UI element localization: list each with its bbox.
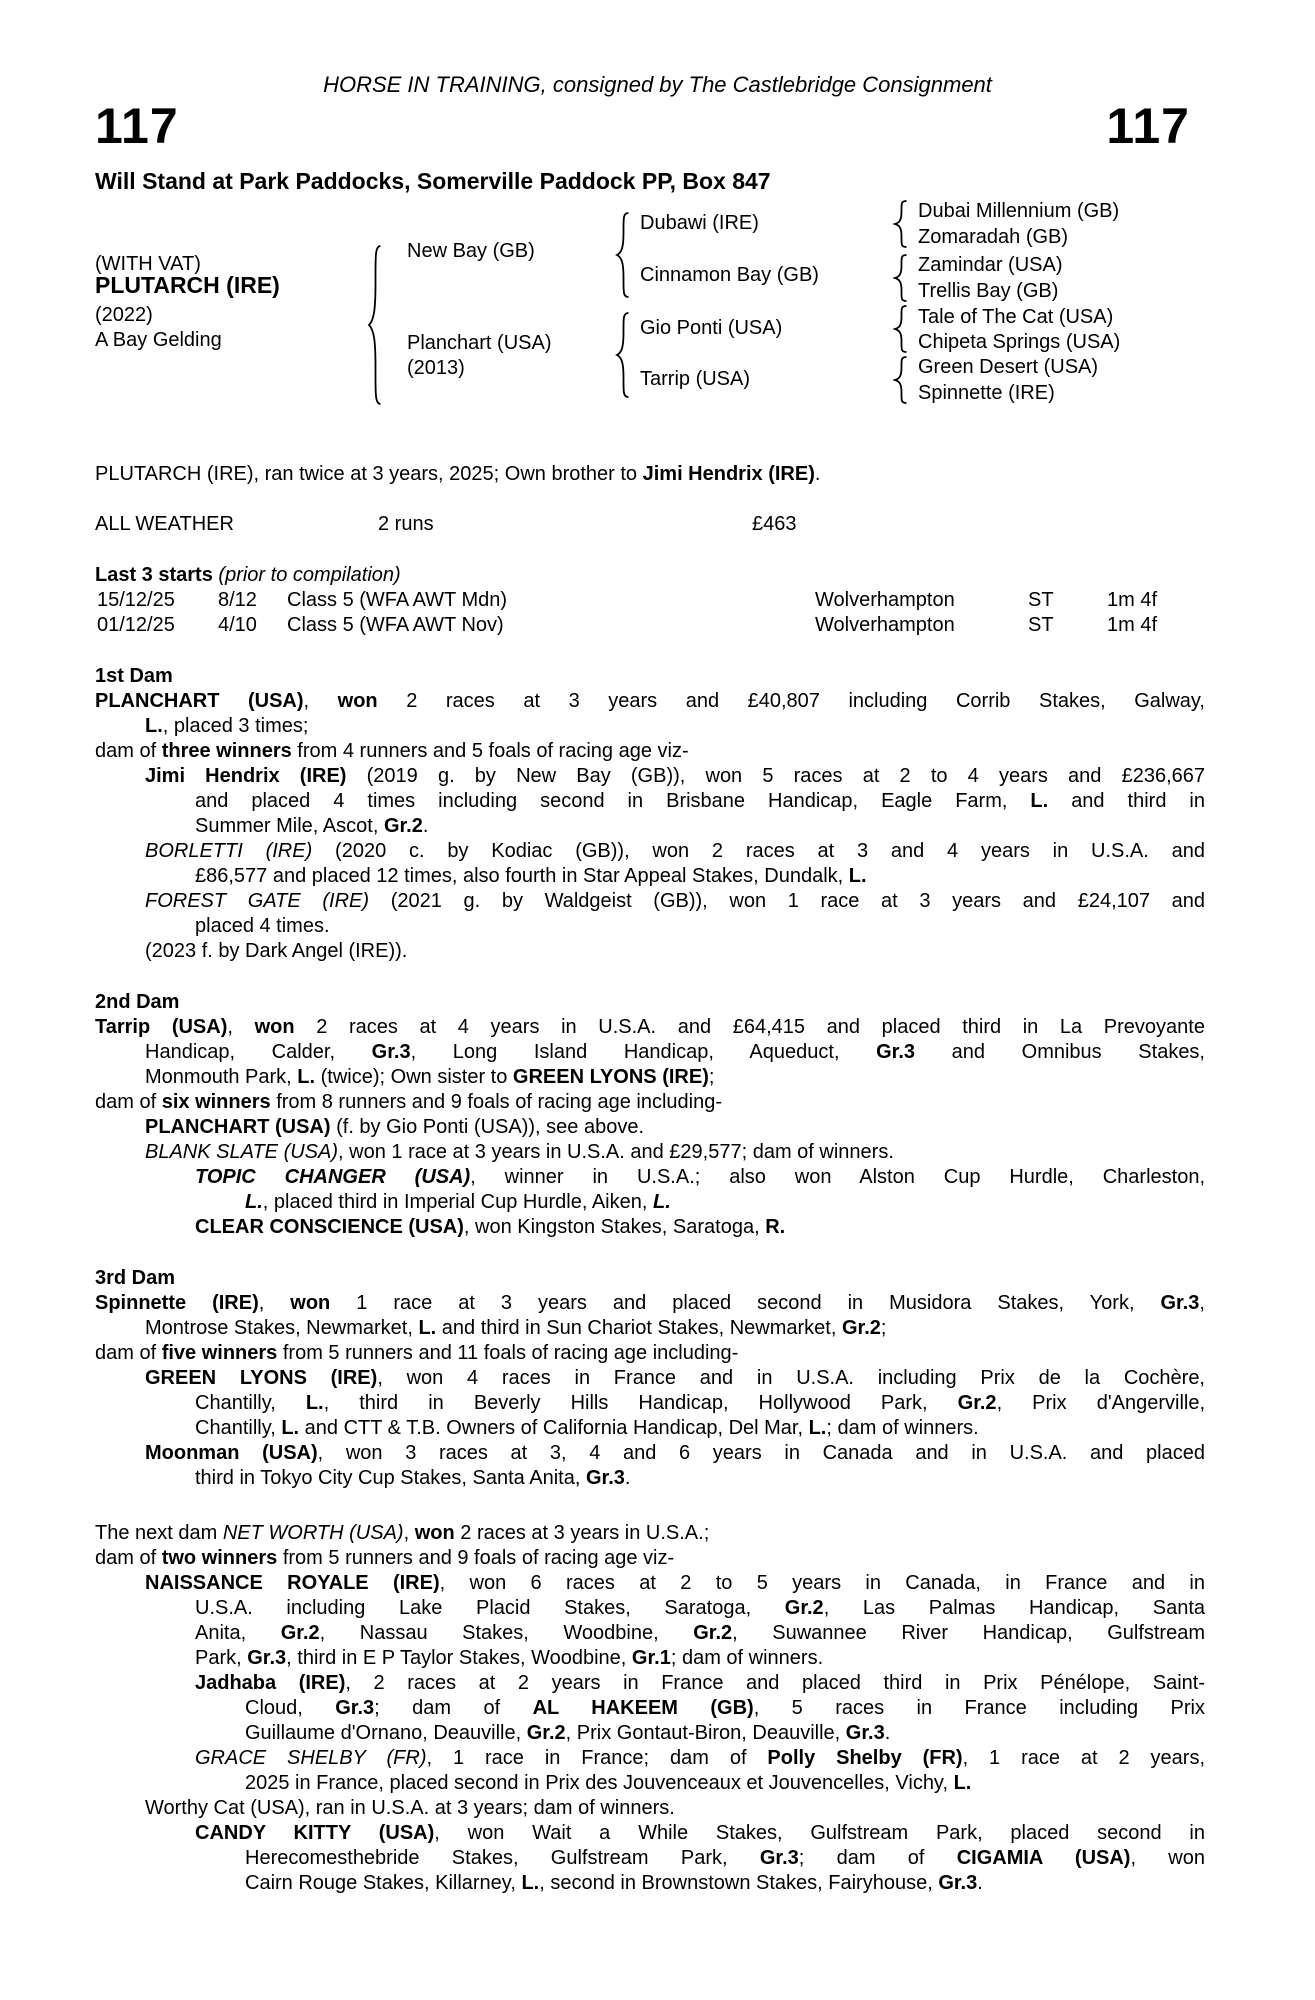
text-line — [95, 1341, 1205, 1366]
grandparent-name: Dubawi (IRE) — [640, 212, 759, 234]
grandparent-name: Gio Ponti (USA) — [640, 317, 783, 339]
dam-name: Planchart (USA) — [407, 332, 552, 354]
course-name: Wolverhampton — [815, 614, 955, 636]
pedigree-vat-note: (WITH VAT) — [95, 253, 201, 275]
text-run: , won Kingston Stakes, Saratoga, — [463, 1216, 766, 1238]
text-run: won — [337, 690, 378, 712]
text-run: Monmouth Park, — [145, 1066, 298, 1088]
text-run: five winners — [161, 1342, 278, 1364]
text-line — [95, 864, 1205, 889]
text-line — [95, 939, 1205, 964]
catalogue-paragraph — [95, 764, 1205, 839]
text-run: Gr.3 — [247, 1647, 287, 1669]
catalogue-paragraph — [95, 1115, 1205, 1140]
race-summary — [95, 462, 1205, 487]
text-run: Worthy Cat (USA), ran in U.S.A. at 3 years; dam of winners. — [145, 1797, 675, 1819]
page-title: HORSE IN TRAINING, consigned by The Castlebridge Consignment — [323, 72, 992, 97]
start-date: 01/12/25 — [97, 614, 175, 636]
catalogue-paragraph — [95, 739, 1205, 764]
text-line — [95, 1165, 1205, 1190]
grandparent-name: Cinnamon Bay (GB) — [640, 264, 819, 286]
text-run: (f. by Gio Ponti (USA)), see above. — [330, 1116, 645, 1138]
text-run: AL HAKEEM (GB) — [532, 1697, 754, 1719]
text-run: won — [290, 1292, 331, 1314]
text-run: , Suwannee River Handicap, Gulfstream — [732, 1622, 1205, 1644]
text-line — [95, 1546, 1205, 1571]
text-line — [95, 1746, 1205, 1771]
text-run: , — [258, 1292, 291, 1314]
dam-foaling-year: (2013) — [407, 357, 465, 379]
text-run: , 1 race in France; dam of — [426, 1747, 768, 1769]
text-run: three winners — [161, 740, 292, 762]
pedigree-brace-icon — [615, 212, 631, 298]
text-run: L. — [953, 1772, 972, 1794]
text-run: Gr.2 — [280, 1622, 320, 1644]
racing-record-row — [95, 512, 1205, 537]
record-surface: ALL WEATHER — [95, 513, 234, 535]
text-run: won — [254, 1016, 295, 1038]
catalogue-paragraph — [95, 1441, 1205, 1491]
text-run: ; — [880, 1317, 887, 1339]
text-run: L. — [1030, 790, 1049, 812]
race-row — [95, 613, 1205, 638]
lot-number-right: 117 — [1106, 98, 1190, 154]
text-run: Gr.2 — [784, 1597, 824, 1619]
text-run: Gr.2 — [957, 1392, 997, 1414]
text-run: U.S.A. including Lake Placid Stakes, Saratoga, — [195, 1597, 785, 1619]
text-line — [95, 789, 1205, 814]
text-line — [95, 1571, 1205, 1596]
text-run: Gr.2 — [526, 1722, 566, 1744]
text-line — [95, 1441, 1205, 1466]
catalogue-paragraph — [95, 1215, 1205, 1240]
great-grandparent-name: Chipeta Springs (USA) — [918, 331, 1121, 353]
text-run: L. — [418, 1317, 437, 1339]
catalogue-paragraph — [95, 1821, 1205, 1896]
text-run: , won Wait a While Stakes, Gulfstream Park, placed second in — [434, 1822, 1205, 1844]
text-run: Spinnette (IRE) — [95, 1292, 259, 1314]
text-run: CANDY KITTY (USA) — [195, 1822, 435, 1844]
text-line — [95, 689, 1205, 714]
text-line — [95, 739, 1205, 764]
catalogue-text — [95, 462, 1205, 1896]
text-line — [95, 1621, 1205, 1646]
text-run: from 5 runners and 9 foals of racing age viz- — [277, 1547, 675, 1569]
catalogue-paragraph — [95, 1291, 1205, 1341]
text-run: Gr.3 — [1160, 1292, 1200, 1314]
text-run: , 2 races at 2 years in France and placed third in Prix Pénélope, Saint- — [345, 1672, 1205, 1694]
text-line — [95, 1391, 1205, 1416]
text-run: and CTT & T.B. Owners of California Handicap, Del Mar, — [299, 1417, 809, 1439]
catalogue-paragraph — [95, 1571, 1205, 1671]
text-run: Chantilly, — [195, 1417, 282, 1439]
text-run: 2 races at 3 years in U.S.A.; — [454, 1522, 710, 1544]
text-run: placed 4 times. — [195, 915, 330, 937]
text-run: dam of — [95, 1091, 162, 1113]
catalogue-paragraph — [95, 939, 1205, 964]
dam-section-heading: 2nd Dam — [95, 991, 180, 1013]
text-line — [95, 1115, 1205, 1140]
text-run: won — [414, 1522, 455, 1544]
catalogue-paragraph — [95, 1341, 1205, 1366]
text-run: . — [977, 1872, 983, 1894]
text-run: CIGAMIA (USA) — [956, 1847, 1131, 1869]
text-run: (2020 c. by Kodiac (GB)), won 2 races at 3 and 4 years in U.S.A. and — [312, 840, 1205, 862]
text-run: CLEAR CONSCIENCE (USA) — [195, 1216, 464, 1238]
text-line — [95, 814, 1205, 839]
catalogue-paragraph — [95, 1165, 1205, 1215]
text-run: . — [624, 1467, 631, 1489]
text-line — [95, 1671, 1205, 1696]
text-run: Gr.1 — [631, 1647, 671, 1669]
race-class: Class 5 (WFA AWT Nov) — [287, 614, 504, 636]
record-earnings: £463 — [752, 513, 797, 535]
text-run: PLANCHART (USA) — [145, 1116, 331, 1138]
text-run: Herecomesthebride Stakes, Gulfstream Park, — [245, 1847, 760, 1869]
stand-location: Will Stand at Park Paddocks, Somerville Paddock PP, Box 847 — [95, 168, 771, 194]
text-run: TOPIC CHANGER (USA) — [195, 1166, 471, 1188]
text-run: , winner in U.S.A.; also won Alston Cup Hurdle, Charleston, — [470, 1166, 1205, 1188]
text-run: 1 race at 3 years and placed second in Musidora Stakes, York, — [330, 1292, 1161, 1314]
text-run: L. — [297, 1066, 316, 1088]
text-run: Moonman (USA) — [145, 1442, 318, 1464]
text-line — [95, 1190, 1205, 1215]
text-run: from 4 runners and 5 foals of racing age viz- — [291, 740, 689, 762]
catalogue-paragraph — [95, 1090, 1205, 1115]
text-line — [95, 1821, 1205, 1846]
text-run: Gr.3 — [371, 1041, 411, 1063]
text-run: ; dam of winners. — [826, 1417, 979, 1439]
start-date: 15/12/25 — [97, 589, 175, 611]
race-distance: 1m 4f — [1107, 614, 1158, 636]
text-line — [95, 1015, 1205, 1040]
last-starts-heading — [95, 563, 1205, 588]
text-line — [95, 714, 1205, 739]
text-run: Gr.3 — [759, 1847, 799, 1869]
text-run: , Nassau Stakes, Woodbine, — [319, 1622, 694, 1644]
great-grandparent-name: Zamindar (USA) — [918, 254, 1063, 276]
grandparent-name: Tarrip (USA) — [640, 368, 751, 390]
text-run: PLUTARCH (IRE), ran twice at 3 years, 2025; Own brother to — [95, 463, 643, 485]
text-run: , third in Beverly Hills Handicap, Hollywood Park, — [323, 1392, 958, 1414]
text-run: dam of — [95, 740, 162, 762]
catalogue-paragraph — [95, 689, 1205, 739]
catalogue-paragraph — [95, 1015, 1205, 1090]
text-run: Cairn Rouge Stakes, Killarney, — [245, 1872, 522, 1894]
text-line — [95, 1090, 1205, 1115]
finish-position: 4/10 — [218, 614, 257, 636]
pedigree-brace-icon — [367, 245, 383, 405]
text-run: Summer Mile, Ascot, — [195, 815, 384, 837]
text-run: Gr.3 — [335, 1697, 375, 1719]
text-run: , placed 3 times; — [162, 715, 309, 737]
text-run: BLANK SLATE (USA) — [145, 1141, 339, 1163]
sire-name: New Bay (GB) — [407, 240, 535, 262]
text-line — [95, 1065, 1205, 1090]
text-run: (2021 g. by Waldgeist (GB)), won 1 race at 3 years and £24,107 and — [369, 890, 1206, 912]
text-run: GREEN LYONS (IRE) — [145, 1367, 378, 1389]
text-run: Montrose Stakes, Newmarket, — [145, 1317, 419, 1339]
text-run: £86,577 and placed 12 times, also fourth in Star Appeal Stakes, Dundalk, — [195, 865, 849, 887]
text-run: , — [403, 1522, 415, 1544]
text-run: and third in Sun Chariot Stakes, Newmarket, — [436, 1317, 842, 1339]
great-grandparent-name: Green Desert (USA) — [918, 356, 1099, 378]
text-run: , Las Palmas Handicap, Santa — [823, 1597, 1205, 1619]
race-row — [95, 588, 1205, 613]
text-line — [95, 914, 1205, 939]
text-run: L. — [245, 1191, 263, 1213]
text-run: , — [303, 690, 338, 712]
text-run: , won 4 races in France and in U.S.A. including Prix de la Cochère, — [377, 1367, 1205, 1389]
text-run: NET WORTH (USA) — [222, 1522, 404, 1544]
text-line — [95, 889, 1205, 914]
text-run: dam of — [95, 1342, 162, 1364]
text-run: Chantilly, — [195, 1392, 306, 1414]
great-grandparent-name: Trellis Bay (GB) — [918, 280, 1059, 302]
text-run: , third in E P Taylor Stakes, Woodbine, — [286, 1647, 632, 1669]
text-run: Cloud, — [245, 1697, 336, 1719]
text-run: BORLETTI (IRE) — [145, 840, 313, 862]
text-line — [95, 1040, 1205, 1065]
text-run: Jadhaba (IRE) — [195, 1672, 346, 1694]
text-run: , Prix Gontaut-Biron, Deauville, — [565, 1722, 846, 1744]
great-grandparent-name: Dubai Millennium (GB) — [918, 200, 1120, 222]
text-run: R. — [765, 1216, 786, 1238]
catalogue-paragraph — [95, 839, 1205, 889]
text-run: ; dam of — [798, 1847, 957, 1869]
text-run: from 8 runners and 9 foals of racing age including- — [270, 1091, 723, 1113]
text-run: 2025 in France, placed second in Prix des Jouvenceaux et Jouvencelles, Vichy, — [245, 1772, 954, 1794]
text-line — [95, 1796, 1205, 1821]
text-run: (twice); Own sister to — [315, 1066, 513, 1088]
text-run: FOREST GATE (IRE) — [145, 890, 370, 912]
foaling-year: (2022) — [95, 304, 153, 326]
text-run: 2 races at 4 years in U.S.A. and £64,415 and placed third in La Prevoyante — [294, 1016, 1205, 1038]
text-run: L. — [521, 1872, 540, 1894]
last-starts-title: Last 3 starts — [95, 564, 213, 586]
text-run: Gr.2 — [693, 1622, 733, 1644]
text-run: Jimi Hendrix (IRE) — [642, 463, 815, 485]
catalogue-paragraph — [95, 1796, 1205, 1821]
text-line — [95, 1466, 1205, 1491]
race-distance: 1m 4f — [1107, 589, 1158, 611]
text-run: Tarrip (USA) — [95, 1016, 228, 1038]
text-run: Park, — [195, 1647, 248, 1669]
text-run: . — [422, 815, 429, 837]
text-run: and placed 4 times including second in Brisbane Handicap, Eagle Farm, — [195, 790, 1031, 812]
text-run: Polly Shelby (FR) — [767, 1747, 963, 1769]
text-line — [95, 1140, 1205, 1165]
catalogue-paragraph — [95, 1746, 1205, 1796]
catalogue-paragraph — [95, 1366, 1205, 1441]
text-run: L. — [281, 1417, 300, 1439]
text-run: GRACE SHELBY (FR) — [195, 1747, 427, 1769]
text-line — [95, 1771, 1205, 1796]
text-run: , 5 races in France including Prix — [753, 1697, 1206, 1719]
text-run: Gr.3 — [876, 1041, 916, 1063]
pedigree-brace-icon — [615, 312, 631, 398]
text-line — [95, 1366, 1205, 1391]
text-run: PLANCHART (USA) — [95, 690, 304, 712]
text-run: six winners — [161, 1091, 271, 1113]
horse-name: PLUTARCH (IRE) — [95, 272, 280, 298]
going-code: ST — [1028, 589, 1054, 611]
text-run: (2023 f. by Dark Angel (IRE)). — [145, 940, 408, 962]
text-line — [95, 1596, 1205, 1621]
text-run: Handicap, Calder, — [145, 1041, 372, 1063]
text-run: , second in Brownstown Stakes, Fairyhouse, — [539, 1872, 939, 1894]
horse-description: A Bay Gelding — [95, 329, 222, 351]
pedigree-brace-icon — [893, 200, 909, 248]
text-line — [95, 1721, 1205, 1746]
great-grandparent-name: Tale of The Cat (USA) — [918, 306, 1114, 328]
text-line — [95, 1416, 1205, 1441]
text-line — [95, 1316, 1205, 1341]
text-run: , Long Island Handicap, Aqueduct, — [410, 1041, 877, 1063]
text-run: Gr.2 — [841, 1317, 881, 1339]
text-run: (2019 g. by New Bay (GB)), won 5 races at 2 to 4 years and £236,667 — [346, 765, 1205, 787]
going-code: ST — [1028, 614, 1054, 636]
text-run: Gr.3 — [938, 1872, 978, 1894]
text-run: ; — [708, 1066, 715, 1088]
text-run: and third in — [1048, 790, 1206, 812]
text-line — [95, 839, 1205, 864]
text-line — [95, 1521, 1205, 1546]
text-line — [95, 1646, 1205, 1671]
text-line — [95, 1215, 1205, 1240]
text-run: L. — [145, 715, 163, 737]
pedigree-brace-icon — [893, 356, 909, 404]
catalogue-paragraph — [95, 889, 1205, 939]
text-run: , — [227, 1016, 255, 1038]
text-line — [95, 764, 1205, 789]
text-run: , Prix d'Angerville, — [996, 1392, 1206, 1414]
text-run: . — [814, 463, 821, 485]
text-run: ; dam of — [374, 1697, 533, 1719]
text-run: NAISSANCE ROYALE (IRE) — [145, 1572, 440, 1594]
text-run: , placed third in Imperial Cup Hurdle, Aiken, — [262, 1191, 653, 1213]
text-run: , won 6 races at 2 to 5 years in Canada, in France and in — [439, 1572, 1205, 1594]
text-run: Jimi Hendrix (IRE) — [145, 765, 347, 787]
text-run: dam of — [95, 1547, 162, 1569]
catalogue-paragraph — [95, 1521, 1205, 1546]
text-run: Gr.3 — [585, 1467, 625, 1489]
text-line — [95, 1696, 1205, 1721]
text-run: 2 races at 3 years and £40,807 including Corrib Stakes, Galway, — [377, 690, 1205, 712]
text-run: Gr.2 — [383, 815, 423, 837]
catalogue-paragraph — [95, 1140, 1205, 1165]
pedigree-brace-icon — [893, 305, 909, 353]
text-run: GREEN LYONS (IRE) — [512, 1066, 709, 1088]
last-starts-table — [95, 588, 1205, 638]
text-line — [95, 1846, 1205, 1871]
text-run: , won 1 race at 3 years in U.S.A. and £29,577; dam of winners. — [338, 1141, 894, 1163]
last-starts-note: (prior to compilation) — [218, 564, 401, 586]
finish-position: 8/12 — [218, 589, 257, 611]
race-class: Class 5 (WFA AWT Mdn) — [287, 589, 508, 611]
text-run: ; dam of winners. — [670, 1647, 824, 1669]
text-run: Guillaume d'Ornano, Deauville, — [245, 1722, 527, 1744]
lot-number-left: 117 — [95, 98, 179, 154]
text-run: Anita, — [195, 1622, 281, 1644]
text-run: and Omnibus Stakes, — [915, 1041, 1205, 1063]
dam-section-heading: 1st Dam — [95, 665, 173, 687]
text-run: two winners — [161, 1547, 278, 1569]
catalogue-paragraph — [95, 1546, 1205, 1571]
text-run: from 5 runners and 11 foals of racing age including- — [277, 1342, 739, 1364]
dam-sections — [95, 664, 1205, 1896]
text-run: L. — [808, 1417, 827, 1439]
text-run: The next dam — [95, 1522, 223, 1544]
pedigree-tree — [95, 195, 1255, 423]
text-run: , — [1199, 1292, 1205, 1314]
record-runs: 2 runs — [378, 513, 434, 535]
text-run: L. — [305, 1392, 324, 1414]
catalogue-paragraph — [95, 1671, 1205, 1746]
text-run: L. — [652, 1191, 671, 1213]
dam-section-heading: 3rd Dam — [95, 1267, 176, 1289]
text-line — [95, 1291, 1205, 1316]
great-grandparent-name: Zomaradah (GB) — [918, 226, 1069, 248]
text-run: third in Tokyo City Cup Stakes, Santa Anita, — [195, 1467, 586, 1489]
great-grandparent-name: Spinnette (IRE) — [918, 382, 1055, 404]
text-run: . — [884, 1722, 891, 1744]
text-line — [95, 1871, 1205, 1896]
course-name: Wolverhampton — [815, 589, 955, 611]
text-run: , 1 race at 2 years, — [962, 1747, 1206, 1769]
text-run: L. — [848, 865, 867, 887]
pedigree-brace-icon — [893, 254, 909, 302]
text-run: Gr.3 — [845, 1722, 885, 1744]
text-run: , won — [1130, 1847, 1205, 1869]
text-run: , won 3 races at 3, 4 and 6 years in Canada and in U.S.A. and placed — [317, 1442, 1205, 1464]
